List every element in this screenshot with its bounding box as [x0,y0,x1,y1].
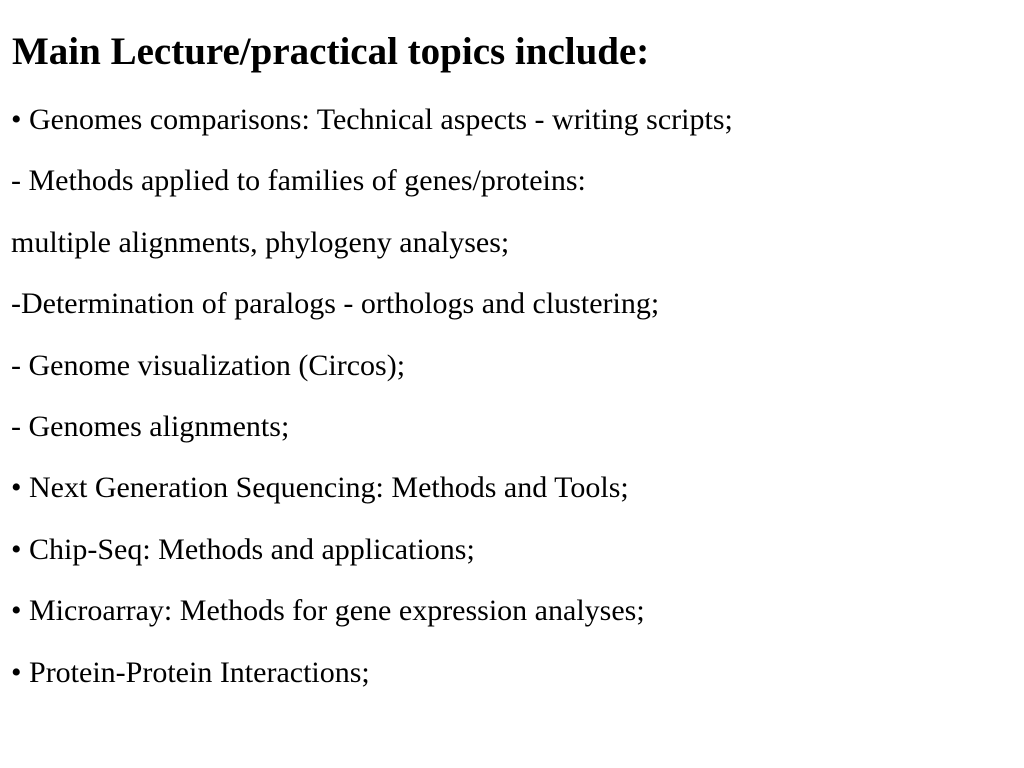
slide-title: Main Lecture/practical topics include: [12,30,650,73]
topic-item: - Methods applied to families of genes/proteins: [11,164,586,198]
topic-item: - Genome visualization (Circos); [11,348,406,382]
topic-item: • Genomes comparisons: Technical aspects - writing scripts; [11,103,733,136]
topic-list [11,98,733,712]
topic-item: -Determination of paralogs - orthologs and clustering; [11,287,660,321]
topic-item: - Genomes alignments; [11,409,290,443]
topic-item: • Chip-Seq: Methods and applications; [11,532,475,566]
topic-item: • Microarray: Methods for gene expression analyses; [11,594,645,628]
topic-item: • Next Generation Sequencing: Methods and Tools; [11,471,629,505]
topic-item: multiple alignments, phylogeny analyses; [11,225,510,259]
topic-item: • Protein-Protein Interactions; [11,655,370,689]
